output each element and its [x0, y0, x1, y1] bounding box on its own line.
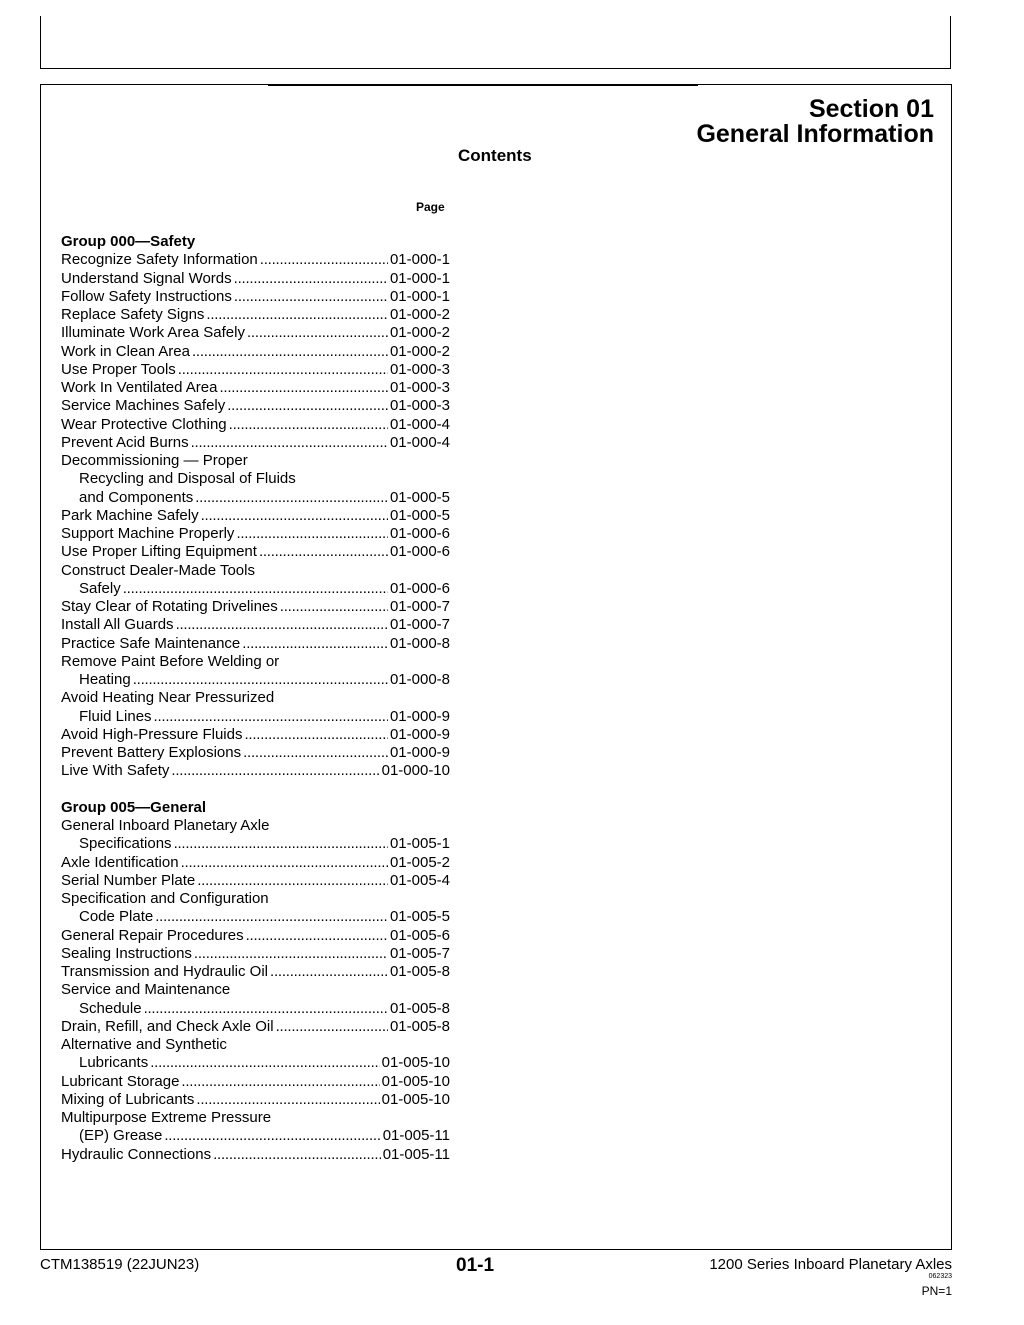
footer-manual-title: 1200 Series Inboard Planetary Axles	[709, 1256, 952, 1273]
dot-leader	[176, 616, 388, 634]
footer-code: 062323	[928, 1273, 952, 1280]
footer-pn: PN=1	[921, 1284, 952, 1298]
toc-entry[interactable]	[61, 397, 450, 415]
dot-leader	[201, 507, 388, 525]
toc-entry-text: Drain, Refill, and Check Axle Oil	[61, 1017, 274, 1035]
dot-leader	[178, 361, 388, 379]
toc-entry-text: Lubricant Storage	[61, 1072, 180, 1090]
toc-entry[interactable]	[61, 872, 450, 890]
toc-entry-page: 01-000-6	[389, 525, 450, 542]
dot-leader	[133, 671, 388, 689]
toc-entry[interactable]	[61, 434, 450, 452]
dot-leader	[244, 726, 387, 744]
toc-entry[interactable]	[61, 635, 450, 653]
toc-entry-page: 01-005-10	[381, 1090, 450, 1108]
toc-entry[interactable]	[61, 653, 450, 690]
toc-entry[interactable]	[61, 762, 450, 780]
toc-entry-page: 01-000-9	[389, 744, 450, 761]
toc-entry[interactable]	[61, 543, 450, 561]
toc-entry-page: 01-000-2	[389, 306, 450, 323]
toc-entry-text: Specifications	[79, 835, 172, 853]
toc-entry-page: 01-005-10	[381, 1072, 450, 1090]
toc-entry-text: Wear Protective Clothing	[61, 415, 227, 433]
toc-entry-page: 01-000-1	[389, 287, 450, 305]
toc-entry-page: 01-000-8	[389, 634, 450, 652]
toc-entry[interactable]	[61, 817, 450, 854]
dot-leader	[270, 963, 388, 981]
dot-leader	[280, 598, 388, 616]
toc-entry-text: Transmission and Hydraulic Oil	[61, 963, 269, 980]
dot-leader	[242, 635, 388, 653]
dot-leader	[191, 434, 388, 452]
toc-group-heading: Group 000—Safety	[61, 233, 196, 250]
toc-entry-page: 01-000-10	[381, 762, 450, 780]
toc-entry[interactable]	[61, 525, 450, 543]
toc-entry[interactable]	[61, 981, 450, 1018]
toc-entry-page: 01-005-6	[389, 926, 450, 944]
toc-entry-text: Alternative and Synthetic	[61, 1036, 227, 1053]
toc-entry[interactable]	[61, 890, 450, 927]
toc-entry-page: 01-000-8	[389, 671, 450, 688]
toc-entry-page: 01-005-5	[389, 908, 450, 926]
toc-entry-text: Lubricants	[79, 1054, 149, 1072]
toc-entry-page: 01-005-10	[381, 1054, 450, 1072]
toc-entry-page: 01-005-8	[389, 999, 450, 1017]
dot-leader	[164, 1127, 380, 1145]
contents-title: Contents	[458, 146, 532, 165]
toc-entry-text: Safely	[79, 579, 121, 597]
toc-group	[61, 799, 450, 1164]
toc-entry[interactable]	[61, 452, 450, 507]
toc-entry[interactable]	[61, 379, 450, 397]
toc-entry-page: 01-005-8	[389, 1017, 450, 1035]
toc-entry[interactable]	[61, 251, 450, 269]
toc-entry-text: Use Proper Tools	[61, 360, 176, 378]
dot-leader	[154, 708, 388, 726]
dot-leader	[123, 580, 388, 598]
dot-leader	[234, 288, 388, 306]
toc-entry[interactable]	[61, 562, 450, 599]
toc-entry-text: and Components	[79, 488, 194, 506]
toc-entry-text: Sealing Instructions	[61, 944, 192, 962]
toc-entry-page: 01-000-3	[389, 360, 450, 378]
toc-entry[interactable]	[61, 306, 450, 324]
toc-entry[interactable]	[61, 1091, 450, 1109]
section-title: General Information	[696, 120, 934, 148]
toc-entry-page: 01-000-6	[389, 543, 450, 561]
toc-entry-page: 01-005-2	[389, 853, 450, 871]
toc-group	[61, 233, 450, 781]
toc-entry-text: Multipurpose Extreme Pressure	[61, 1109, 272, 1126]
toc-entry[interactable]	[61, 854, 450, 872]
dot-leader	[229, 416, 388, 434]
toc-entry-text: Illuminate Work Area Safely	[61, 324, 245, 342]
toc-entry-text: Install All Guards	[61, 616, 174, 634]
toc-entry-page: 01-000-5	[389, 488, 450, 506]
footer-page-number: 01-1	[456, 1255, 495, 1276]
toc-entry-text: General Inboard Planetary Axle	[61, 817, 270, 834]
toc-entry-page: 01-000-4	[389, 433, 450, 451]
toc-entry-text: Prevent Battery Explosions	[61, 744, 242, 761]
toc-entry-text: Fluid Lines	[79, 707, 152, 725]
toc-entry[interactable]	[61, 1109, 450, 1146]
toc-entry-text: Stay Clear of Rotating Drivelines	[61, 598, 278, 615]
dot-leader	[247, 324, 388, 342]
toc-entry-text: Avoid High-Pressure Fluids	[61, 725, 243, 743]
dot-leader	[196, 1091, 379, 1109]
dot-leader	[260, 251, 388, 269]
dot-leader	[144, 1000, 388, 1018]
toc-entry[interactable]	[61, 416, 450, 434]
toc-entry[interactable]	[61, 507, 450, 525]
toc-entry-page: 01-005-8	[389, 963, 450, 980]
dot-leader	[192, 343, 388, 361]
toc-entry-text: Use Proper Lifting Equipment	[61, 543, 257, 561]
dot-leader	[206, 306, 388, 324]
dot-leader	[234, 270, 388, 288]
dot-leader	[150, 1054, 379, 1072]
toc-entry-text: Practice Safe Maintenance	[61, 634, 241, 652]
toc-entry-text: Support Machine Properly	[61, 525, 235, 542]
toc-entry-text: Heating	[79, 671, 131, 688]
dot-leader	[227, 397, 388, 415]
toc-entry-text: Specification and Configuration	[61, 890, 269, 907]
dot-leader	[195, 489, 388, 507]
toc-entry-page: 01-000-2	[389, 324, 450, 342]
toc-group-heading: Group 005—General	[61, 798, 207, 816]
dot-leader	[246, 927, 388, 945]
toc-entry-text: Prevent Acid Burns	[61, 433, 189, 451]
toc-entry[interactable]	[61, 598, 450, 616]
toc-entry[interactable]	[61, 963, 450, 981]
section-number: Section 01	[808, 95, 934, 123]
toc-entry-page: 01-000-9	[389, 725, 450, 743]
toc-entry-text: Axle Identification	[61, 853, 179, 871]
toc-entry-page: 01-005-11	[382, 1127, 450, 1145]
toc-entry-text: Recycling and Disposal of Fluids	[79, 470, 296, 488]
toc-entry[interactable]	[61, 288, 450, 306]
toc-entry-text: Remove Paint Before Welding or	[61, 652, 280, 670]
toc-entry-page: 01-000-2	[389, 342, 450, 360]
toc-entry-text: Avoid Heating Near Pressurized	[61, 689, 275, 707]
toc-entry-text: Construct Dealer-Made Tools	[61, 561, 255, 579]
section-heading	[696, 97, 934, 147]
toc-entry-page: 01-000-1	[389, 269, 450, 287]
toc-entry-page: 01-000-4	[389, 415, 450, 433]
dot-leader	[197, 872, 388, 890]
toc-entry-text: Replace Safety Signs	[61, 306, 205, 323]
dot-leader	[194, 945, 388, 963]
toc-entry-text: Understand Signal Words	[61, 269, 232, 287]
toc-entry-text: Serial Number Plate	[61, 871, 196, 889]
dot-leader	[174, 835, 388, 853]
dot-leader	[181, 1073, 379, 1091]
frame-top-rule	[268, 84, 698, 86]
toc-entry-page: 01-000-6	[389, 579, 450, 597]
toc-entry[interactable]	[61, 343, 450, 361]
dot-leader	[236, 525, 388, 543]
toc-entry[interactable]	[61, 726, 450, 744]
toc-entry-text: Recognize Safety Information	[61, 251, 258, 269]
toc-entry-text: Work In Ventilated Area	[61, 379, 218, 396]
toc-entry[interactable]	[61, 361, 450, 379]
toc-entry[interactable]	[61, 744, 450, 762]
toc-entry-text: Live With Safety	[61, 762, 170, 780]
toc-entry[interactable]	[61, 270, 450, 288]
toc-entry-page: 01-005-7	[389, 944, 450, 962]
toc-entry-page: 01-000-3	[389, 379, 450, 396]
dot-leader	[243, 744, 388, 762]
dot-leader	[213, 1146, 381, 1164]
toc-entry-page: 01-005-1	[389, 835, 450, 853]
toc-entry-text: Park Machine Safely	[61, 506, 199, 524]
toc-entry-page: 01-005-4	[389, 871, 450, 889]
toc-entry-text: Schedule	[79, 999, 142, 1017]
dot-leader	[259, 543, 388, 561]
toc-entry-text: Service Machines Safely	[61, 397, 226, 415]
toc-entry-page: 01-000-3	[389, 397, 450, 415]
dot-leader	[181, 854, 388, 872]
toc-entry-page: 01-000-7	[389, 598, 450, 615]
dot-leader	[219, 379, 387, 397]
dot-leader	[155, 908, 388, 926]
toc-entry-page: 01-005-11	[382, 1145, 450, 1163]
toc-entry-page: 01-000-5	[389, 506, 450, 524]
dot-leader	[276, 1018, 388, 1036]
toc-entry[interactable]	[61, 1036, 450, 1073]
toc-entry-text: (EP) Grease	[79, 1127, 163, 1145]
toc-entry[interactable]	[61, 324, 450, 342]
toc-entry-page: 01-000-7	[389, 616, 450, 634]
toc-entry-text: Decommissioning — Proper	[61, 452, 248, 469]
toc-entry-text: Service and Maintenance	[61, 981, 231, 999]
toc-entry-text: Hydraulic Connections	[61, 1145, 212, 1163]
toc-entry[interactable]	[61, 1073, 450, 1091]
toc-entry-text: Code Plate	[79, 908, 154, 926]
toc-entry-text: Work in Clean Area	[61, 342, 190, 360]
toc-entry[interactable]	[61, 945, 450, 963]
footer-doc-id: CTM138519 (22JUN23)	[40, 1256, 200, 1273]
toc-entry[interactable]	[61, 689, 450, 726]
table-of-contents	[61, 233, 450, 1182]
header-frame	[40, 16, 951, 69]
toc-entry-page: 01-000-1	[389, 251, 450, 269]
toc-entry[interactable]	[61, 927, 450, 945]
toc-entry-page: 01-000-9	[389, 707, 450, 725]
toc-entry-text: Mixing of Lubricants	[61, 1090, 195, 1108]
toc-entry[interactable]	[61, 1018, 450, 1036]
toc-entry-text: General Repair Procedures	[61, 926, 244, 944]
toc-entry[interactable]	[61, 616, 450, 634]
page-column-label: Page	[416, 200, 445, 214]
dot-leader	[171, 762, 379, 780]
toc-entry-text: Follow Safety Instructions	[61, 287, 232, 305]
toc-entry[interactable]	[61, 1146, 450, 1164]
